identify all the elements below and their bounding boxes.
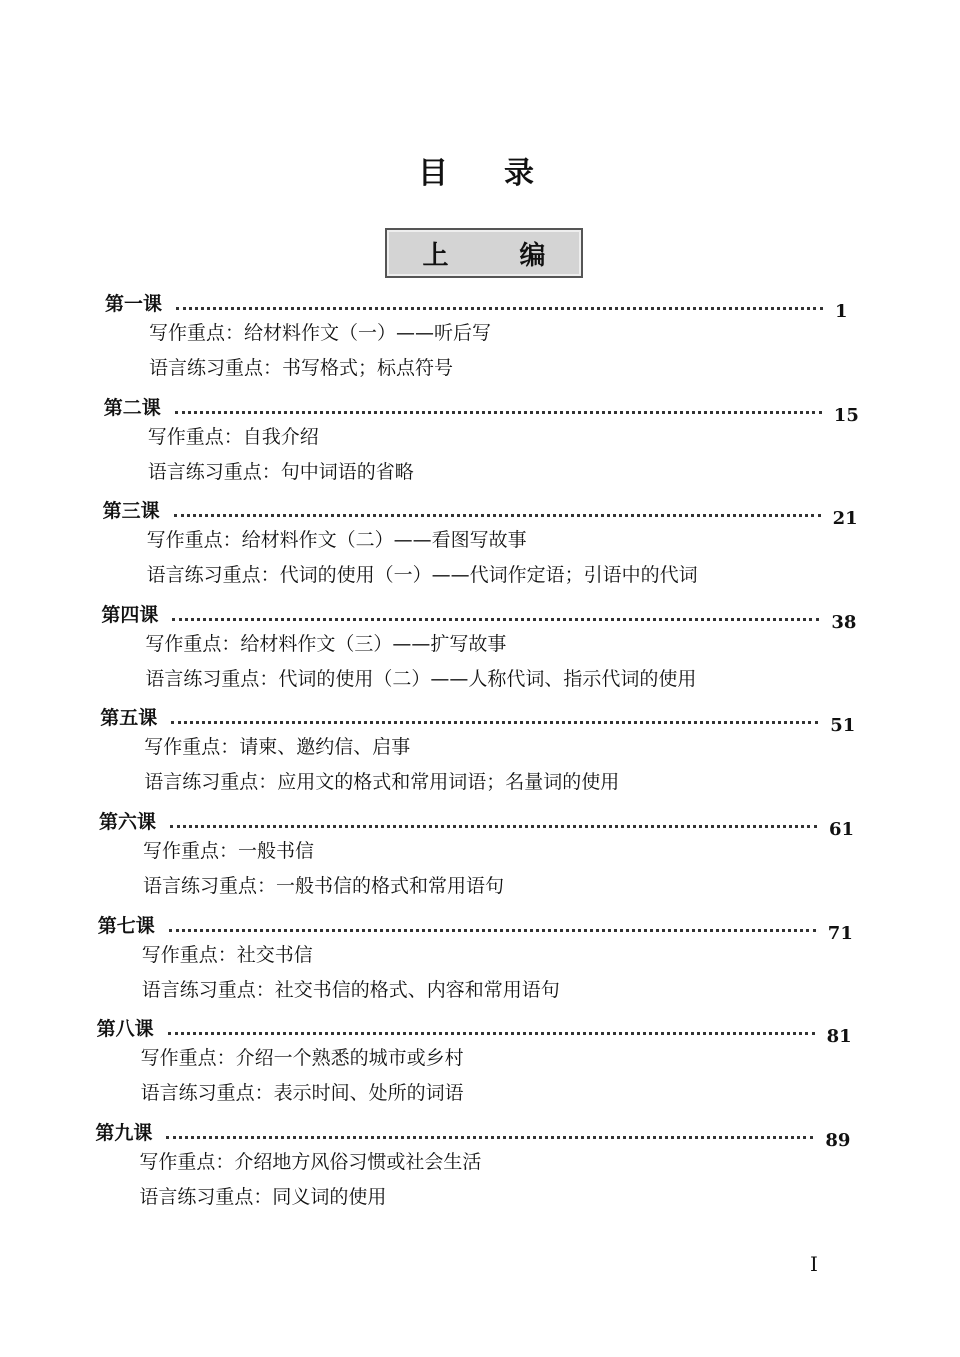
writing-focus: 写作重点：给材料作文（一）——听后写 [149,322,492,344]
lesson-title[interactable]: 第四课 [101,603,159,626]
leader-dots [169,928,816,932]
leader-dots [172,617,819,621]
lesson-page-number: 21 [832,508,858,530]
leader-dots [174,513,821,517]
lesson-page-number: 89 [825,1129,851,1151]
writing-focus: 写作重点：给材料作文（三）——扩写故事 [145,632,507,655]
lesson-row[interactable] [103,390,864,426]
lesson-row[interactable] [100,700,860,737]
language-focus: 语言练习重点：社交书信的格式、内容和常用语句 [141,978,560,1001]
lesson-row[interactable] [102,493,863,530]
page-title [418,148,534,192]
toc-entry[interactable] [100,700,860,800]
leader-dots [170,824,817,828]
lesson-title[interactable]: 第六课 [99,811,157,833]
lesson-page-number: 15 [833,404,859,426]
toc-entry[interactable] [101,597,861,697]
page-number: I [810,1252,818,1276]
language-focus: 语言练习重点：书写格式；标点符号 [149,357,454,379]
lesson-row[interactable] [97,908,858,944]
leader-dots [166,1135,813,1139]
lesson-title[interactable]: 第一课 [105,293,163,315]
lesson-title[interactable]: 第七课 [97,914,155,937]
lesson-title[interactable]: 第五课 [100,707,158,730]
leader-dots [168,1031,815,1035]
toc-entry[interactable] [97,1011,857,1111]
writing-focus: 写作重点：一般书信 [143,840,315,862]
lesson-page-number: 81 [826,1026,852,1048]
language-focus: 语言练习重点：一般书信的格式和常用语句 [143,875,505,897]
toc-entry[interactable] [99,804,859,904]
lesson-row[interactable] [95,1115,855,1151]
language-focus: 语言练习重点：应用文的格式和常用词语；名量词的使用 [144,771,620,794]
section-char: 上 [422,240,449,271]
toc-entry[interactable] [95,1115,855,1215]
writing-focus: 写作重点：自我介绍 [147,425,319,448]
section-header [385,228,583,278]
lesson-page-number: 61 [829,819,855,840]
leader-dots [175,410,822,414]
toc-entry[interactable] [105,286,865,386]
lesson-row[interactable] [101,597,861,633]
toc-entry[interactable] [98,908,858,1008]
lesson-title[interactable]: 第八课 [96,1018,154,1041]
writing-focus: 写作重点：请柬、邀约信、启事 [144,736,411,759]
language-focus: 语言练习重点：代词的使用（一）——代词作定语；引语中的代词 [146,564,698,587]
lesson-page-number: 1 [835,301,848,322]
lesson-page-number: 71 [827,922,853,944]
toc-entry[interactable] [103,493,863,593]
language-focus: 语言练习重点：表示时间、处所的词语 [140,1082,464,1105]
writing-focus: 写作重点：介绍一个熟悉的城市或乡村 [140,1047,464,1070]
lesson-row[interactable] [105,286,865,322]
writing-focus: 写作重点：社交书信 [141,943,313,966]
lesson-row[interactable] [99,804,859,840]
lesson-title[interactable]: 第九课 [95,1121,153,1144]
leader-dots [171,720,818,724]
writing-focus: 写作重点：给材料作文（二）——看图写故事 [146,529,527,552]
lesson-title[interactable]: 第二课 [103,396,161,419]
title-char: 录 [504,156,534,191]
toc-entry[interactable] [104,390,864,490]
lesson-page-number: 51 [830,715,856,737]
writing-focus: 写作重点：介绍地方风俗习惯或社会生活 [139,1150,482,1173]
lesson-page-number: 38 [831,611,857,633]
language-focus: 语言练习重点：代词的使用（二）——人称代词、指示代词的使用 [145,667,697,690]
section-char: 编 [519,240,546,271]
language-focus: 语言练习重点：句中词语的省略 [147,460,414,483]
lesson-title[interactable]: 第三课 [102,500,160,523]
leader-dots [176,306,823,310]
title-char: 目 [418,156,448,191]
lesson-row[interactable] [96,1011,857,1048]
language-focus: 语言练习重点：同义词的使用 [139,1185,387,1208]
